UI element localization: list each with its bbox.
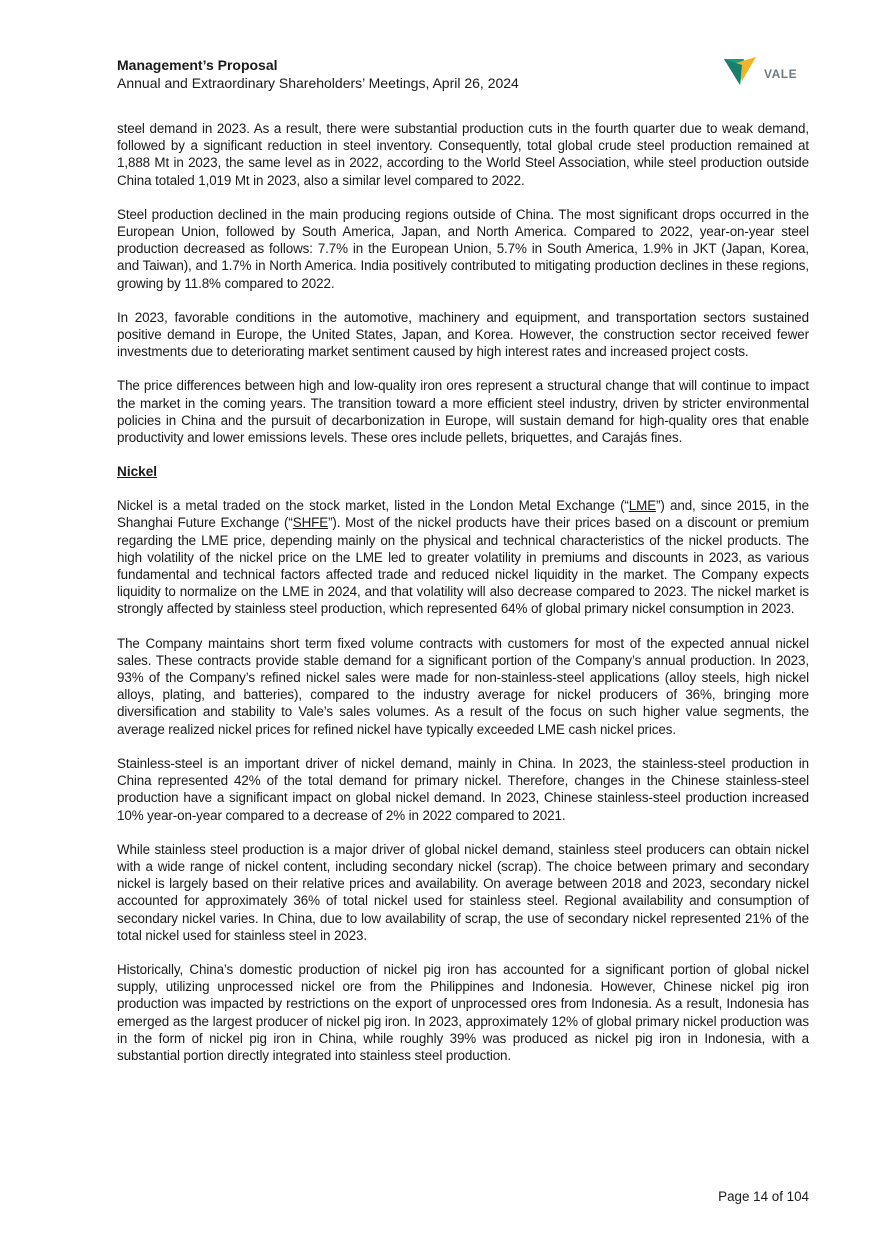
nickel-text-part-a: Nickel is a metal traded on the stock market, listed in the London Metal Exchange (“	[117, 498, 629, 514]
shfe-abbreviation: SHFE	[292, 515, 329, 531]
vale-logo-icon	[722, 55, 762, 87]
paragraph-nickel-pig-iron: Historically, China’s domestic production of nickel pig iron has accounted for a significant portion of global nickel supply, utilizing unprocessed nickel ore from the Philippines and Indonesia. However, Chinese nickel pig iron production was impacted by restrictions on the export of unprocessed ores from Indonesia. As a result, Indonesia has emerged as the largest producer of nickel pig iron. In 2023, approximately 12% of global primary nickel production was in the form of nickel pig iron in China, while roughly 39% was produced as nickel pig iron in Indonesia, with a substantial portion directly integrated into stainless steel production.	[117, 961, 809, 1063]
lme-abbreviation: LME	[628, 498, 657, 514]
header-title: Management’s Proposal	[117, 57, 278, 73]
paragraph-steel-demand: steel demand in 2023. As a result, there were substantial production cuts in the fourth quarter due to weak demand, followed by a significant reduction in steel inventory. Consequently, total global crude steel production remained at 1,888 Mt in 2023, the same level as in 2022, according to the World Steel Association, while steel production outside China totaled 1,019 Mt in 2023, also a similar level compared to 2022.	[117, 121, 809, 188]
header-subtitle: Annual and Extraordinary Shareholders’ Meetings, April 26, 2024	[117, 75, 519, 91]
paragraph-nickel-market	[117, 497, 809, 617]
logo-text: VALE	[764, 67, 798, 81]
page-number: Page 14 of 104	[718, 1189, 809, 1204]
document-header	[117, 56, 677, 92]
paragraph-secondary-nickel: While stainless steel production is a major driver of global nickel demand, stainless steel producers can obtain nickel with a wide range of nickel content, including secondary nickel (scrap). The choice between primary and secondary nickel is largely based on their relative prices and availability. On average between 2018 and 2023, secondary nickel accounted for approximately 36% of total nickel used for stainless steel. Regional availability and consumption of secondary nickel varies. In China, due to low availability of scrap, the use of secondary nickel represented 21% of the total nickel used for stainless steel in 2023.	[117, 841, 809, 943]
nickel-text-part-c: ”). Most of the nickel products have their prices based on a discount or premium regarding the LME price, depending mainly on the physical and technical characteristics of the nickel products. The high volatility of the nickel price on the LME led to greater volatility in premiums and discounts in 2023, as various fundamental and technical factors affected trade and reduced nickel liquidity in the market. The Company expects liquidity to normalize on the LME in 2024, and that volatility will also decrease compared to 2023. The nickel market is strongly affected by stainless steel production, which represented 64% of global primary nickel consumption in 2023.	[117, 515, 809, 617]
paragraph-steel-production-regions: Steel production declined in the main producing regions outside of China. The most significant drops occurred in the European Union, followed by South America, Japan, and North America. Compared to 2022, year-on-year steel production decreased as follows: 7.7% in the European Union, 5.7% in South America, 1.9% in JKT (Japan, Korea, and Taiwan), and 1.7% in North America. India positively contributed to mitigating production declines in these regions, growing by 11.8% compared to 2022.	[117, 206, 809, 291]
paragraph-nickel-contracts: The Company maintains short term fixed volume contracts with customers for most of the expected annual nickel sales. These contracts provide stable demand for a significant portion of the Company’s annual production. In 2023, 93% of the Company’s refined nickel sales were made for non-stainless-steel applications (alloy steels, high nickel alloys, plating, and batteries), compared to the industry average for nickel producers of 36%, bringing more diversification and stability to Vale’s sales volumes. As a result of the focus on such higher value segments, the average realized nickel prices for refined nickel have typically exceeded LME cash nickel prices.	[117, 635, 809, 737]
paragraph-favorable-conditions: In 2023, favorable conditions in the automotive, machinery and equipment, and transportation sectors sustained positive demand in Europe, the United States, Japan, and Korea. However, the construction sector received fewer investments due to deteriorating market sentiment caused by high interest rates and increased project costs.	[117, 309, 809, 360]
paragraph-iron-ore-price-differences: The price differences between high and low-quality iron ores represent a structural change that will continue to impact the market in the coming years. The transition toward a more efficient steel industry, driven by stricter environmental policies in China and the pursuit of decarbonization in Europe, will sustain demand for high-quality ores that enable productivity and lower emissions levels. These ores include pellets, briquettes, and Carajás fines.	[117, 378, 809, 446]
paragraph-stainless-steel-driver: Stainless-steel is an important driver of nickel demand, mainly in China. In 2023, the stainless-steel production in China represented 42% of the total demand for primary nickel. Therefore, changes in the Chinese stainless-steel production have a significant impact on global nickel demand. In 2023, Chinese stainless-steel production increased 10% year-on-year compared to a decrease of 2% in 2022 compared to 2021.	[117, 755, 809, 823]
document-body	[117, 120, 809, 1081]
vale-logo	[722, 54, 808, 88]
section-heading-nickel: Nickel	[117, 464, 158, 480]
nickel-text-part-b: ”) and, since 2015, in the Shanghai Future Exchange (“	[117, 498, 809, 531]
